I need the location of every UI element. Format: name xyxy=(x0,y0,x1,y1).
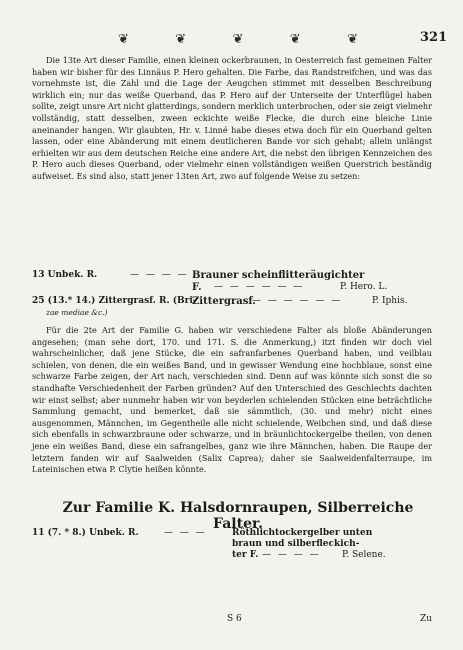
paragraph-1: Die 13te Art dieser Familie, einen kleinen ockerbraunen, in Oesterreich fast gemeinen Falter haben wir bisher für des Linnäus P. Hero gehalten. Die Farbe, das Randstreifchen, und was das vornehmste ist, die Zahl und die Lage der Aeugchen stimmet mit desselben Beschreibung wirklich ein; nur das weiße Querband, das P. Hero auf der Unterseite der Unterflügel haben sollte, zeigt unsre Art nicht glatterdings, sondern merklich unterbrochen, oder sie zeigt vielmehr vollständig, statt desselben, zween eckichte weiße Flecke, die durch eine bleiche Linie aneinander hangen. Wir glaubten, Hr. v. Linné habe dieses etwa doch für ein Querband gelten lassen, oder eine Abänderung mit einem deutlicheren Bande vor sich gehabt; allein unlängst erhielten wir aus dem deutschen Reiche eine andere Art, die nebst den übrigen Kennzeichen des P. Hero auch dieses Querband, oder vielmehr einen vollständigen weißen Querstrich beständig aufweiset. Es sind also, statt jener 13ten Art, zwo auf folgende Weise zu setzen: xyxy=(32,55,432,181)
section-heading: Zur Familie K. Halsdornraupen, Silberreiche Falter. xyxy=(62,500,414,532)
entry-number: 11 (7. * 8.) Unbek. R. xyxy=(32,528,139,538)
body-text-2 xyxy=(32,325,432,476)
entry-name: Brauner scheinflitteräugichter xyxy=(192,270,365,281)
fleuron-icon: ❦ xyxy=(118,32,129,47)
entry-dashes: — — — — — — xyxy=(214,282,305,292)
entry-name-cont: ter F. xyxy=(232,550,259,560)
species-entry-11 xyxy=(32,528,432,539)
species-entry-13-line2 xyxy=(192,282,432,294)
entry-name-cont: F. xyxy=(192,282,202,293)
paragraph-2: Für die 2te Art der Familie G. haben wir verschiedene Falter als bloße Abänderungen angesehen; (man sehe dort, 170. und 171. S. die Anmerkung,) itzt finden wir doch viel wahrscheinlicher, daß jene Stücke, die ein safranfarbenes Querband haben, und veilblau schielen, von denen, die ein weißes Band, und in gewisser Wendung eine hochblaue, sonst eine schwarze Farbe zeigen, der Art nach, verschieden sind. Denn auf was könnte sich sonst die so standhafte Verschiedenheit der Farben gründen? Auf den Unterschied des Geschlechts dachten wir einst selbst; aber nunmehr haben wir von beyderlen schielenden Stücken eine beträchtliche Sammlung gemacht, und bemerket, daß sie sämmtlich, (30. und mehr) nicht eines ausgenommen, Männchen, im Gegentheile alle nicht schielende, Weibchen sind, und daß diese sich ebenfalls in schwarzbraune oder schwarze, und in bräunlichtockergelbe theilen, von denen jene ein weißes Band, diese ein safrangelbes, ganz wie ihre Männchen, haben. Die Raupe der letztern fanden wir auf Saalweiden (Salix Caprea); daher sie Saalweidenfalterraupe, im Lateinischen etwa P. Clytie heißen könnte. xyxy=(32,325,432,475)
fleuron-icon: ❦ xyxy=(289,32,301,47)
header-ornaments xyxy=(118,32,358,47)
species-entry-13 xyxy=(32,270,432,281)
body-text xyxy=(32,55,432,183)
entry-name: Zittergrasf. xyxy=(192,296,256,307)
species-entry-25 xyxy=(32,296,432,307)
entry-name: Röthlichtockergelber unten xyxy=(232,528,373,538)
entry-dashes: — — — — xyxy=(130,270,189,280)
fleuron-icon: ❦ xyxy=(347,32,358,47)
fleuron-icon: ❦ xyxy=(175,32,187,47)
entry-subtitle: zae mediae &c.) xyxy=(46,308,108,317)
entry-number: 13 Unbek. R. xyxy=(32,270,98,280)
species-entry-25-sub xyxy=(46,307,107,319)
entry-name-cont: braun und silberfleckich- xyxy=(232,539,360,549)
signature-mark: S 6 xyxy=(227,614,242,624)
entry-number: 25 (13.* 14.) Zittergrasf. R. (Bri- xyxy=(32,296,197,306)
catchword: Zu xyxy=(419,614,432,624)
species-entry-11-line2 xyxy=(232,539,359,550)
entry-dashes: — — — xyxy=(164,528,207,538)
entry-species: P. Iphis. xyxy=(372,296,408,306)
entry-species: P. Selene. xyxy=(342,550,386,560)
fleuron-icon: ❦ xyxy=(232,32,244,47)
entry-species: P. Hero. L. xyxy=(340,282,388,292)
species-entry-11-line3 xyxy=(232,550,432,561)
entry-dashes: — — — — xyxy=(262,550,321,560)
page-number: 321 xyxy=(420,30,448,45)
entry-dashes: — — — — — — xyxy=(252,296,343,306)
